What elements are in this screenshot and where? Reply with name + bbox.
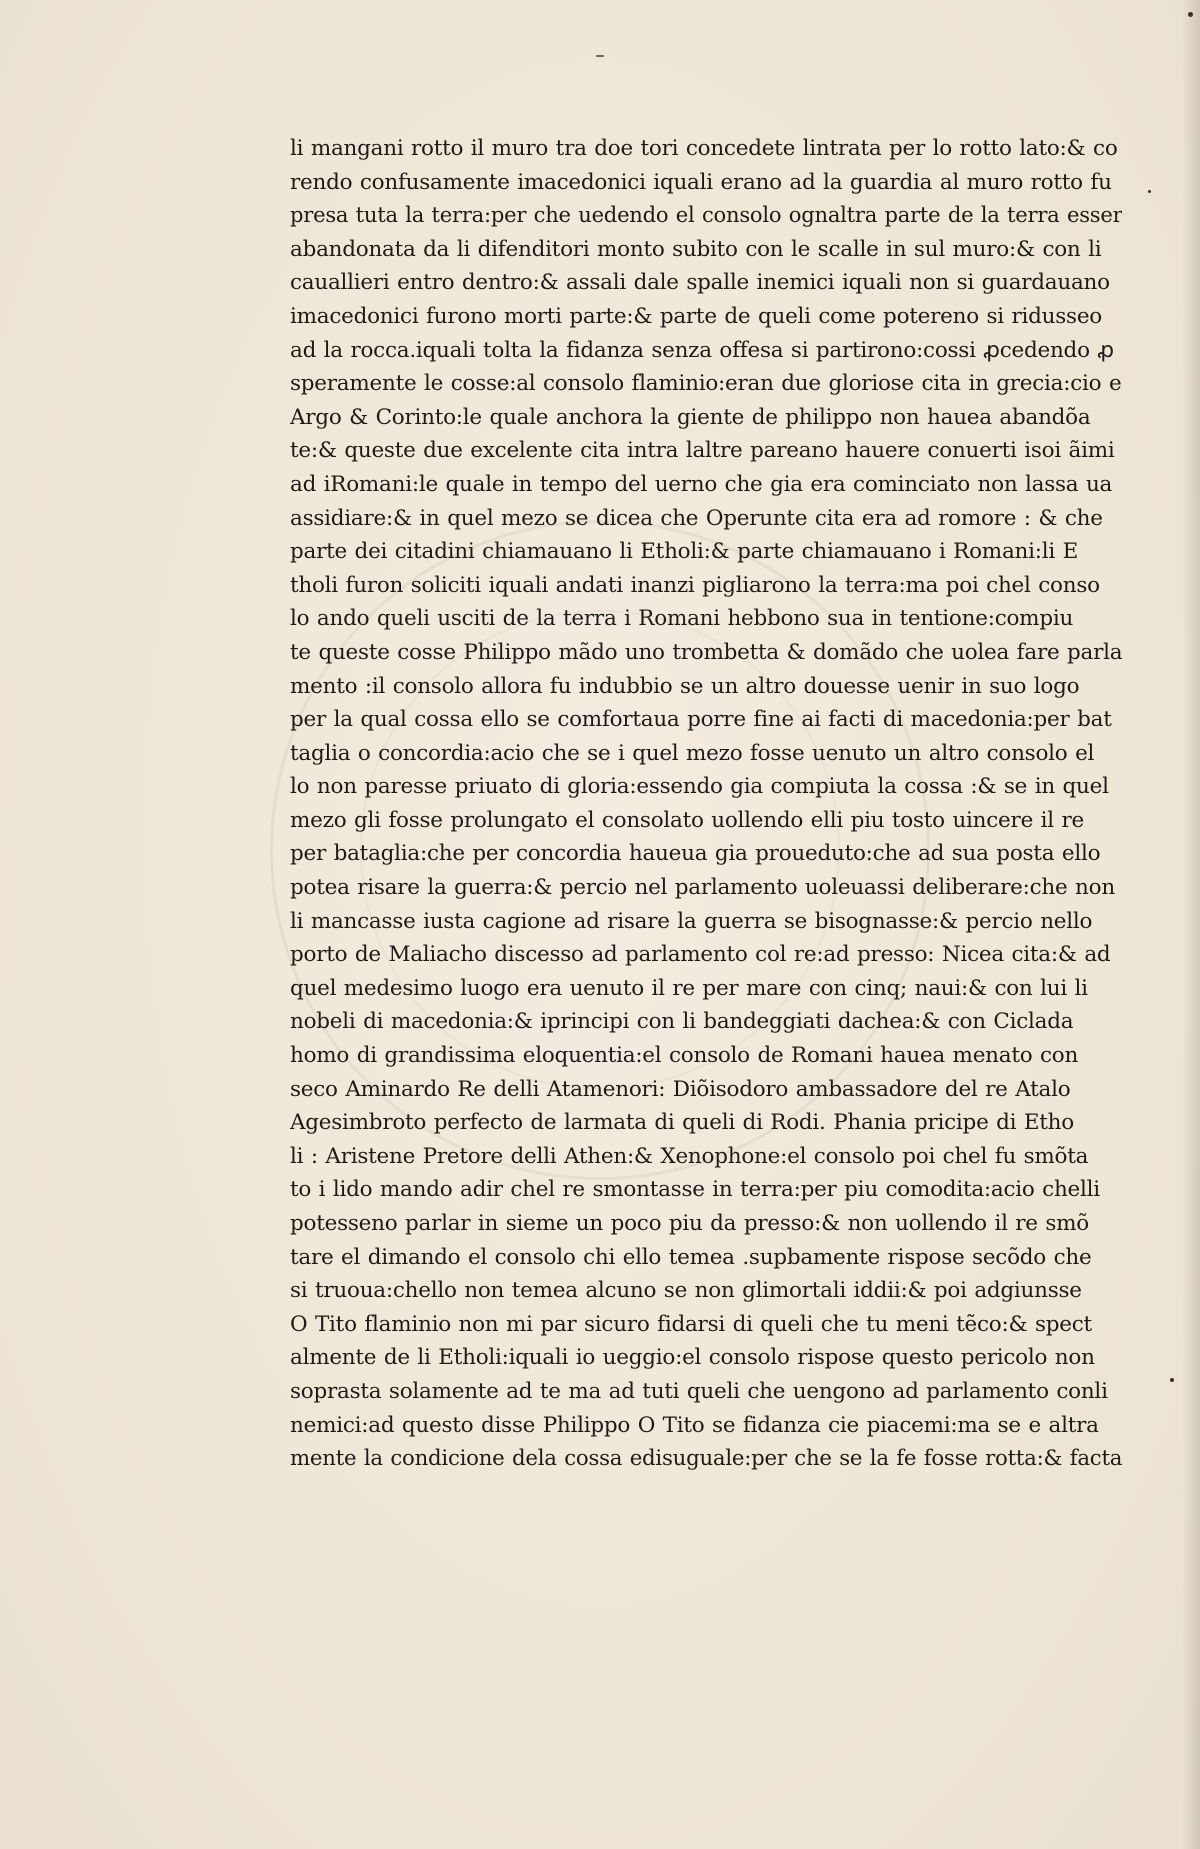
text-line: cauallieri entro dentro:& assali dale spalle inemici iquali non si guardauano bbox=[290, 270, 1110, 296]
text-line: mente la condicione dela cossa edisuguale:per che se la fe fosse rotta:& facta bbox=[290, 1446, 1123, 1472]
ink-mark-right bbox=[1148, 190, 1151, 193]
text-line: mento :il consolo allora fu indubbio se un altro douesse uenir in suo logo bbox=[290, 673, 1080, 699]
text-line: nemici:ad questo disse Philippo O Tito se fidanza cie piacemi:ma se e altra bbox=[290, 1412, 1099, 1438]
text-line: homo di grandissima eloquentia:el consolo de Romani hauea menato con bbox=[290, 1043, 1079, 1069]
text-line: assidiare:& in quel mezo se dicea che Operunte cita era ad romore : & che bbox=[290, 505, 1103, 531]
text-line: si truoua:chello non temea alcuno se non glimortali iddii:& poi adgiunsse bbox=[290, 1278, 1082, 1304]
text-line: mezo gli fosse prolungato el consolato uollendo elli piu tosto uincere il re bbox=[290, 807, 1084, 833]
text-line: quel medesimo luogo era uenuto il re per mare con cinq; naui:& con lui li bbox=[290, 975, 1088, 1001]
text-line: to i lido mando adir chel re smontasse in terra:per piu comodita:acio chelli bbox=[290, 1177, 1100, 1203]
text-line: nobeli di macedonia:& iprincipi con li bandeggiati dachea:& con Ciclada bbox=[290, 1009, 1074, 1035]
text-line: rendo confusamente imacedonici iquali erano ad la guardia al muro rotto fu bbox=[290, 169, 1112, 195]
text-line: imacedonici furono morti parte:& parte de queli come potereno si ridusseo bbox=[290, 303, 1102, 329]
ink-mark-corner bbox=[1188, 12, 1193, 17]
text-line: porto de Maliacho discesso ad parlamento col re:ad presso: Nicea cita:& ad bbox=[290, 942, 1111, 968]
text-line: lo non paresse priuato di gloria:essendo gia compiuta la cossa :& se in quel bbox=[290, 774, 1109, 800]
text-line: te:& queste due excelente cita intra laltre pareano hauere conuerti isoi ãimi bbox=[290, 438, 1115, 464]
text-line: O Tito flaminio non mi par sicuro fidarsi di queli che tu meni tẽco:& spect bbox=[290, 1311, 1092, 1337]
text-line: lo ando queli usciti de la terra i Romani hebbono sua in tentione:compiu bbox=[290, 606, 1074, 632]
text-line: Argo & Corinto:le quale anchora la giente de philippo non hauea abandõa bbox=[290, 404, 1091, 430]
text-line: abandonata da li difenditori monto subito con le scalle in sul muro:& con li bbox=[290, 236, 1102, 262]
ink-mark-right-lower bbox=[1170, 1378, 1174, 1382]
text-line: li mancasse iusta cagione ad risare la guerra se bisognasse:& percio nello bbox=[290, 908, 1093, 934]
text-column bbox=[290, 132, 1122, 1476]
text-line: soprasta solamente ad te ma ad tuti queli che uengono ad parlamento conli bbox=[290, 1378, 1108, 1404]
text-line: per bataglia:che per concordia haueua gia proueduto:che ad sua posta ello bbox=[290, 841, 1101, 867]
text-line: li mangani rotto il muro tra doe tori concedete lintrata per lo rotto lato:& co bbox=[290, 136, 1118, 161]
text-line: per la qual cossa ello se comfortaua porre fine ai facti di macedonia:per bat bbox=[290, 707, 1112, 733]
text-line: tholi furon soliciti iquali andati inanzi pigliarono la terra:ma poi chel conso bbox=[290, 572, 1100, 598]
text-line: potesseno parlar in sieme un poco piu da presso:& non uollendo il re smõ bbox=[290, 1211, 1089, 1236]
text-line: Agesimbroto perfecto de larmata di queli di Rodi. Phania pricipe di Etho bbox=[290, 1110, 1074, 1136]
text-line: te queste cosse Philippo mãdo uno trombetta & domãdo che uolea fare parla bbox=[290, 639, 1122, 665]
text-line: potea risare la guerra:& percio nel parlamento uoleuassi deliberare:che non bbox=[290, 875, 1115, 901]
text-line: speramente le cosse:al consolo flaminio:eran due gloriose cita in grecia:cio e bbox=[290, 371, 1122, 397]
page-edge-shadow bbox=[1182, 0, 1200, 1849]
ink-mark-top bbox=[596, 55, 604, 57]
text-line: parte dei citadini chiamauano li Etholi:& parte chiamauano i Romani:li E bbox=[290, 539, 1079, 565]
text-line: li : Aristene Pretore delli Athen:& Xenophone:el consolo poi chel fu smõta bbox=[290, 1143, 1089, 1169]
text-line: ad la rocca.iquali tolta la fidanza senza offesa si partirono:cossi ꝓcedendo ꝓ bbox=[290, 337, 1114, 363]
text-line: taglia o concordia:acio che se i quel mezo fosse uenuto un altro consolo el bbox=[290, 740, 1095, 766]
text-line: seco Aminardo Re delli Atamenori: Diõisodoro ambassadore del re Atalo bbox=[290, 1076, 1071, 1102]
text-line: almente de li Etholi:iquali io ueggio:el consolo rispose questo pericolo non bbox=[290, 1345, 1095, 1371]
text-line: ad iRomani:le quale in tempo del uerno che gia era cominciato non lassa ua bbox=[290, 471, 1113, 497]
text-line: presa tuta la terra:per che uedendo el consolo ognaltra parte de la terra esser bbox=[290, 203, 1122, 229]
text-line: tare el dimando el consolo chi ello temea .supbamente rispose secõdo che bbox=[290, 1244, 1092, 1270]
